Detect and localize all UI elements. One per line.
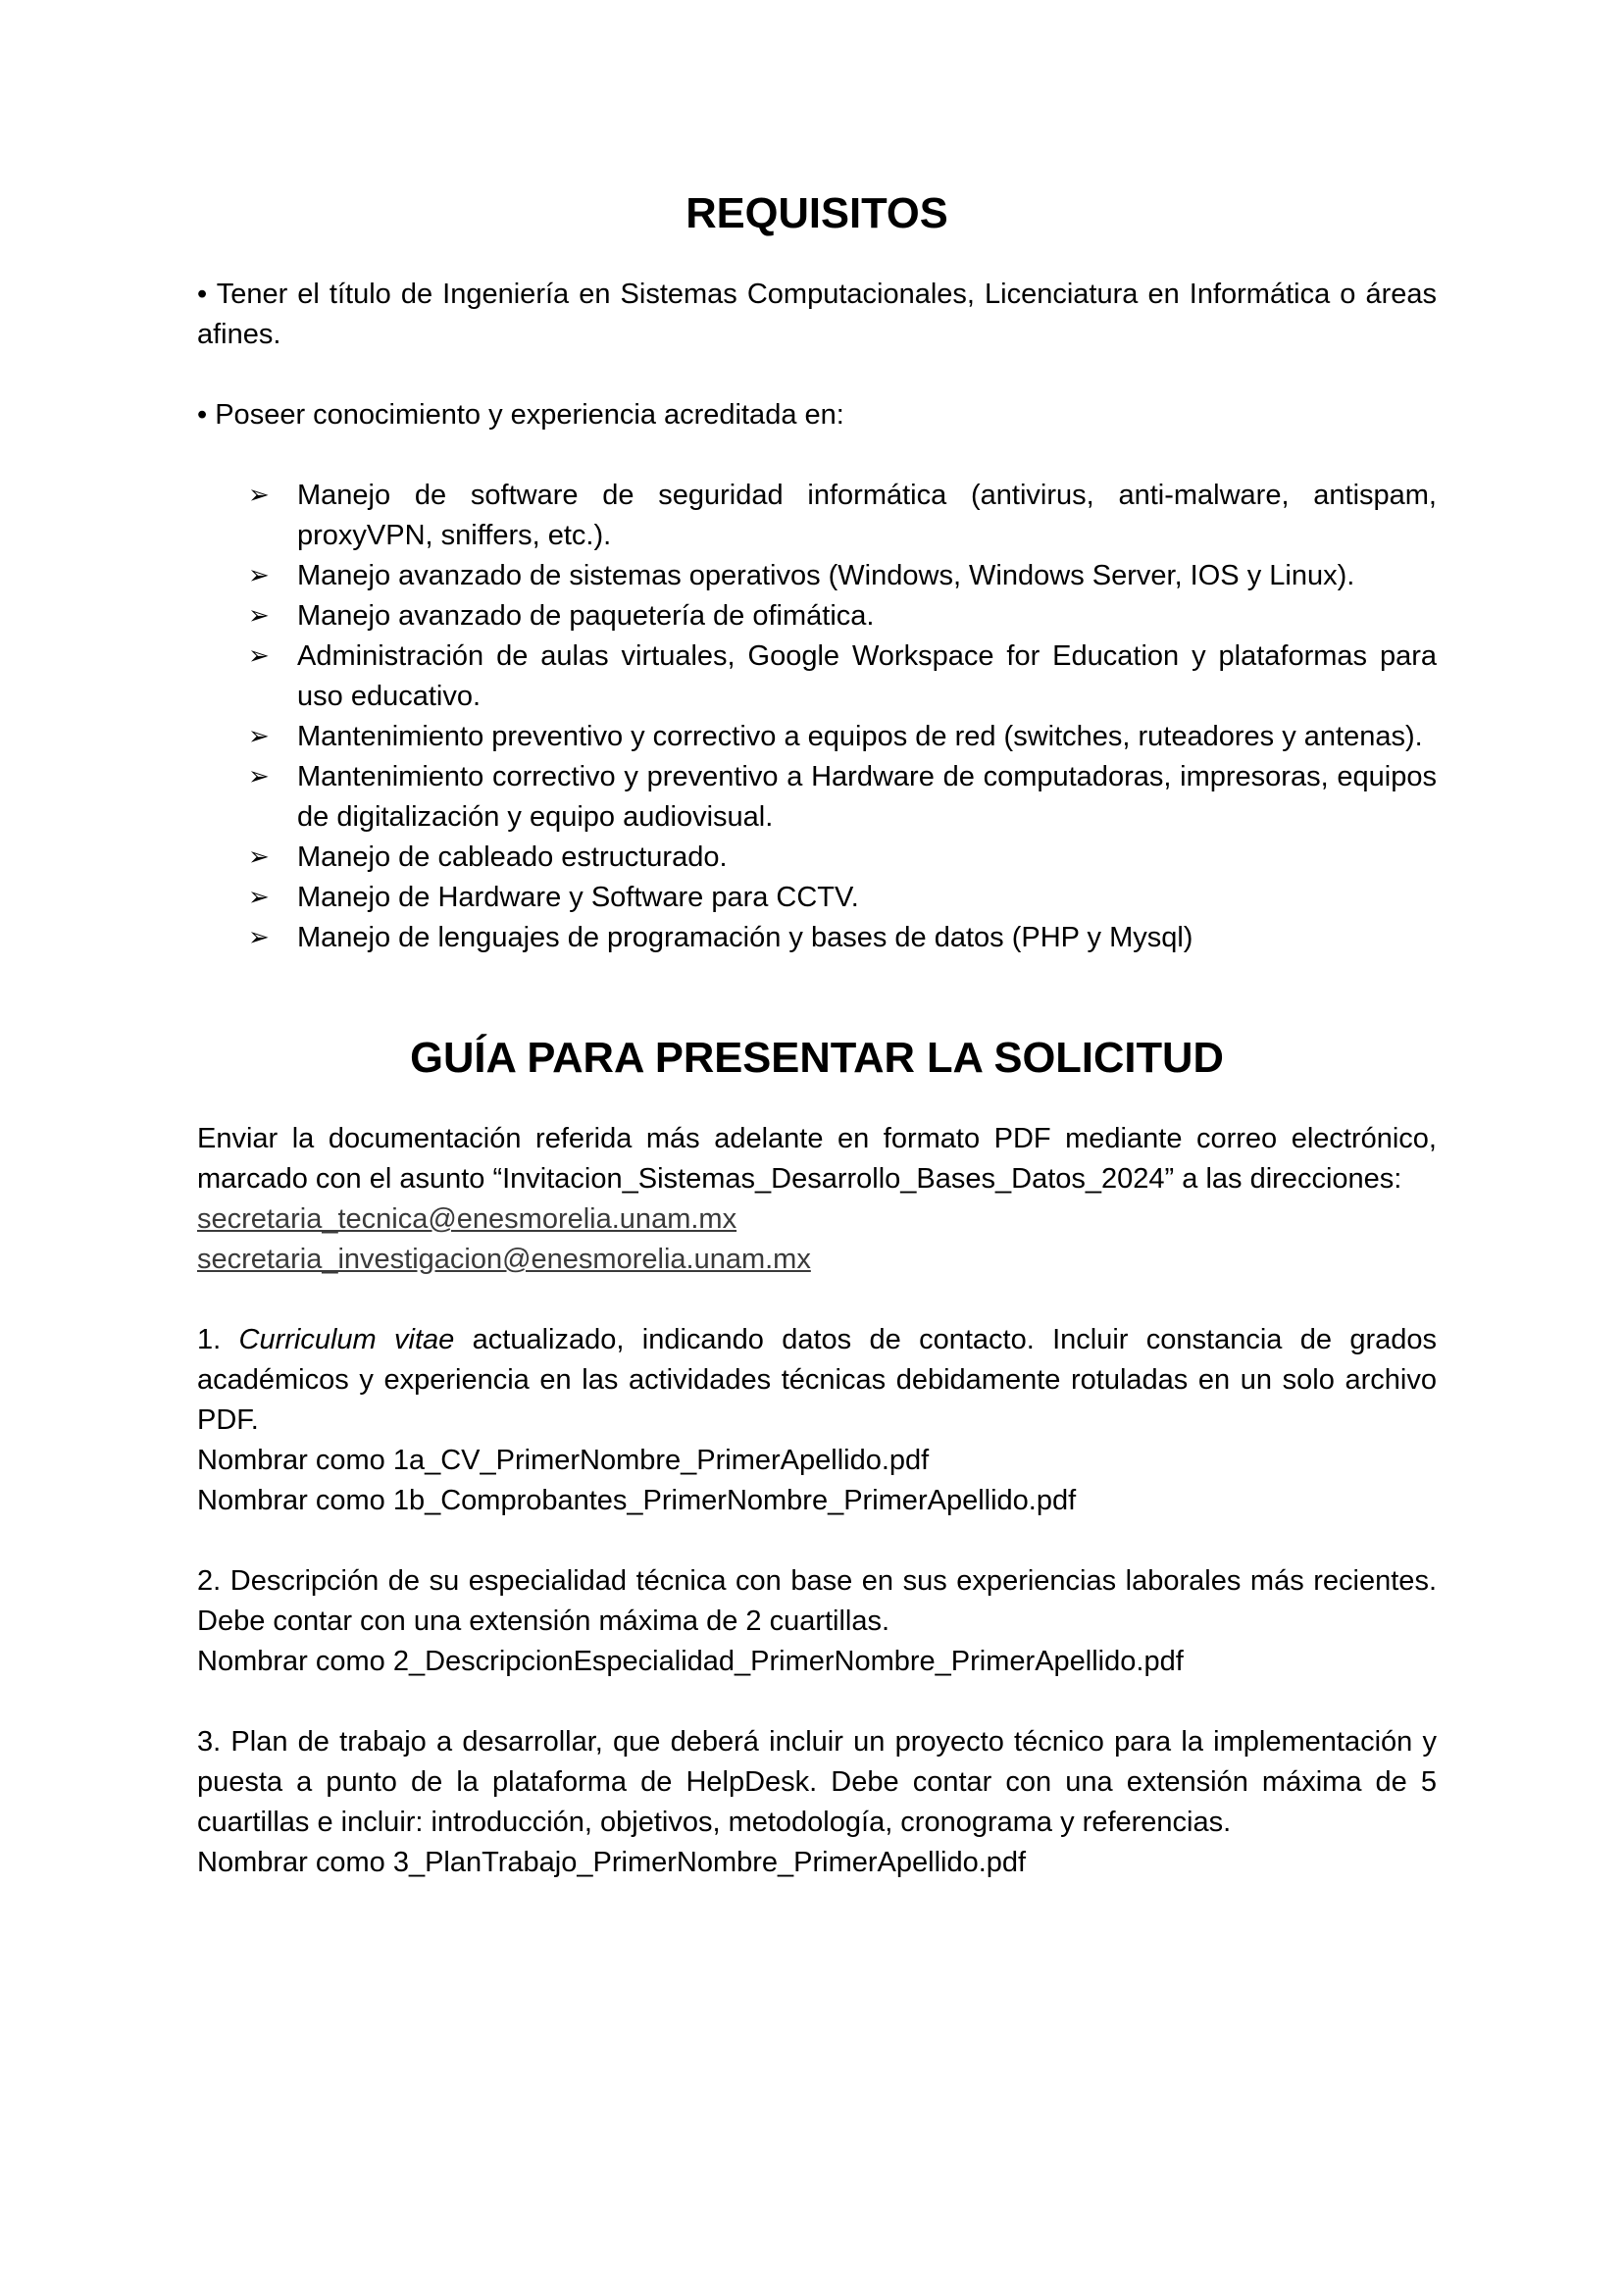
file-name-1a: Nombrar como 1a_CV_PrimerNombre_PrimerApellido.pdf — [197, 1445, 930, 1476]
list-item: ➢ Manejo avanzado de sistemas operativos (Windows, Windows Server, IOS y Linux). — [297, 556, 1437, 596]
email-link-tecnica[interactable]: secretaria_tecnica@enesmorelia.unam.mx — [197, 1203, 737, 1235]
bullet-icon: • — [197, 399, 208, 431]
file-name-2: Nombrar como 2_DescripcionEspecialidad_PrimerNombre_PrimerApellido.pdf — [197, 1646, 1184, 1677]
email-link-investigacion[interactable]: secretaria_investigacion@enesmorelia.unam.mx — [197, 1244, 811, 1275]
point-3: 3. Plan de trabajo a desarrollar, que deberá incluir un proyecto técnico para la implementación y puesta a punto de la plataforma de HelpDesk. Debe contar con una extensión máxima de 5 cuartillas e incluir: introducción, objetivos, metodología, cronograma y referencias. — [197, 1726, 1437, 1838]
arrow-bullet-icon: ➢ — [248, 481, 270, 510]
list-item: ➢ Manejo de lenguajes de programación y bases de datos (PHP y Mysql) — [297, 918, 1437, 958]
requisito-item-text: Tener el título de Ingeniería en Sistemas Computacionales, Licenciatura en Informática o áreas afines. — [197, 279, 1437, 350]
requisitos-heading: REQUISITOS — [685, 190, 948, 237]
list-item: ➢ Mantenimiento correctivo y preventivo a Hardware de computadoras, impresoras, equipos de digitalización y equipo audiovisual. — [297, 757, 1437, 838]
requisito-item-text: Poseer conocimiento y experiencia acreditada en: — [215, 399, 844, 431]
list-item: ➢ Administración de aulas virtuales, Google Workspace for Education y plataformas para uso educativo. — [297, 637, 1437, 717]
arrow-bullet-icon: ➢ — [248, 762, 270, 791]
guia-heading: GUÍA PARA PRESENTAR LA SOLICITUD — [410, 1035, 1224, 1082]
guia-intro: Enviar la documentación referida más adelante en formato PDF mediante correo electrónico, marcado con el asunto “Invitacion_Sistemas_Desarrollo_Bases_Datos_2024” a las direcciones: — [197, 1123, 1437, 1195]
cv-italic: Curriculum vitae — [238, 1324, 455, 1355]
requisito-item-experience — [197, 395, 1437, 435]
document-page — [197, 190, 1438, 1883]
arrow-bullet-icon: ➢ — [248, 601, 270, 631]
file-name-3: Nombrar como 3_PlanTrabajo_PrimerNombre_PrimerApellido.pdf — [197, 1847, 1027, 1878]
list-item: ➢ Manejo de Hardware y Software para CCTV. — [297, 878, 1437, 918]
point-number: 1. — [197, 1324, 222, 1355]
arrow-bullet-icon: ➢ — [248, 842, 270, 872]
arrow-bullet-icon: ➢ — [248, 641, 270, 671]
list-item: ➢ Mantenimiento preventivo y correctivo a equipos de red (switches, ruteadores y antenas). — [297, 717, 1437, 757]
list-item: ➢ Manejo de cableado estructurado. — [297, 838, 1437, 878]
arrow-bullet-icon: ➢ — [248, 923, 270, 952]
arrow-bullet-icon: ➢ — [248, 722, 270, 751]
experience-list — [197, 476, 1437, 958]
point-1 — [197, 1320, 1437, 1441]
point-text: actualizado, indicando datos de contacto. Incluir constancia de grados académicos y experiencia en las actividades técnicas debidamente rotuladas en un solo archivo PDF. — [197, 1324, 1438, 1436]
point-2: 2. Descripción de su especialidad técnica con base en sus experiencias laborales más recientes. Debe contar con una extensión máxima de 2 cuartillas. — [197, 1565, 1437, 1637]
arrow-bullet-icon: ➢ — [248, 883, 270, 912]
list-item: ➢ Manejo de software de seguridad informática (antivirus, anti-malware, antispam, proxyVPN, sniffers, etc.). — [297, 476, 1437, 556]
arrow-bullet-icon: ➢ — [248, 561, 270, 590]
file-name-1b: Nombrar como 1b_Comprobantes_PrimerNombre_PrimerApellido.pdf — [197, 1485, 1077, 1516]
list-item: ➢ Manejo avanzado de paquetería de ofimática. — [297, 596, 1437, 637]
requisito-item-title — [197, 275, 1437, 355]
bullet-icon: • — [197, 279, 208, 310]
